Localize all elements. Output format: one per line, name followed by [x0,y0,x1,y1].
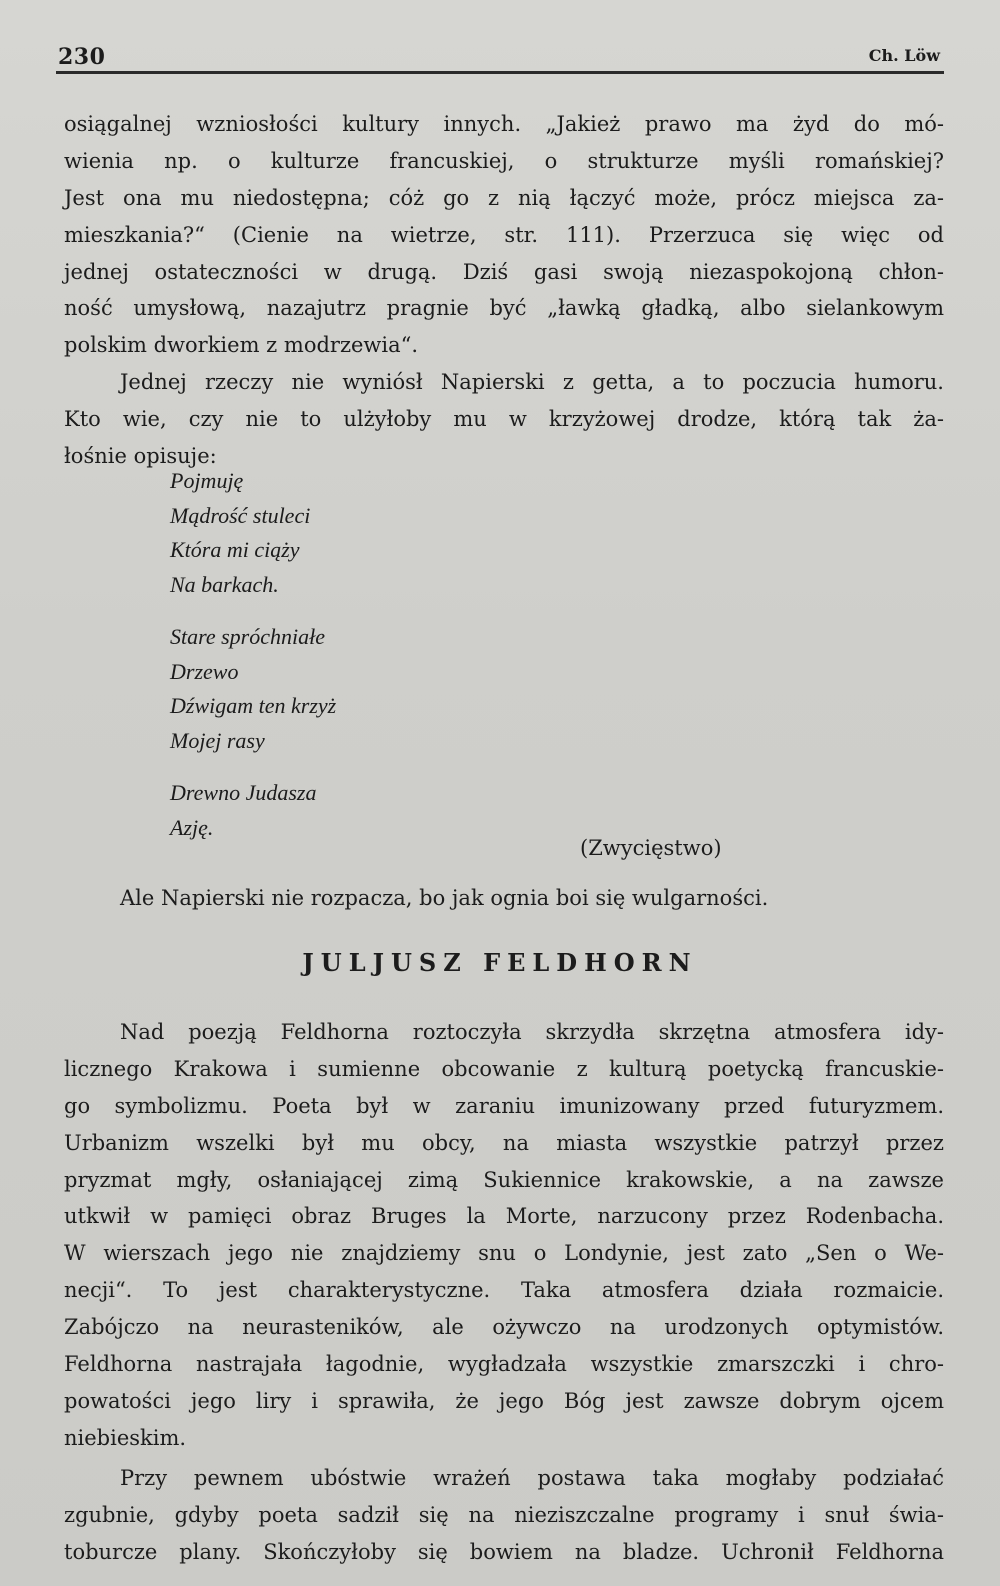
stanza-gap [170,758,470,776]
running-head: Ch. Löw [868,46,940,65]
poem-verse: Pojmuję [170,468,244,493]
text-line: go symbolizmu. Poeta był w zaraniu imunizowany przed futuryzmem. [64,1093,944,1118]
text-line: Nad poezją Feldhorna roztoczyła skrzydła skrzętna atmosfera idy- [120,1020,944,1044]
text-line: polskim dworkiem z modrzewia“. [64,333,419,358]
paragraph-5 [64,1460,944,1571]
poem-verse: Na barkach. [170,571,279,597]
header-rule [56,71,944,74]
paragraph-2 [64,364,944,475]
text-line: zgubnie, gdyby poeta sadził się na nieziszczalne programy i snuł świa- [64,1502,944,1527]
text-line: Jest ona mu niedostępna; cóż go z nią łączyć może, prócz miejsca za- [64,185,944,210]
text-line: jednej ostateczności w drugą. Dziś gasi swoją niezaspokojoną chłon- [64,259,944,284]
text-line: Jednej rzeczy nie wyniósł Napierski z getta, a to poczucia humoru. [120,370,944,394]
text-line: łośnie opisuje: [64,443,217,468]
poem-verse: Mojej rasy [170,727,265,753]
page-number: 230 [58,44,106,70]
poem-verse: Dźwigam ten krzyż [170,693,337,718]
text-line: ność umysłową, nazajutrz pragnie być „ławką gładką, albo sielankowym [64,296,944,321]
text-line: toburcze plany. Skończyłoby się bowiem na bladze. Uchronił Feldhorna [64,1539,944,1564]
text-line: wienia np. o kulturze francuskiej, o strukturze myśli romańskiej? [64,148,944,173]
paragraph-3 [64,880,944,917]
text-line: pryzmat mgły, osłaniającej zimą Sukiennice krakowskie, a na zawsze [64,1167,944,1192]
stanza-gap [170,602,470,620]
text-line: licznego Krakowa i sumienne obcowanie z kulturą poetycką francuskie- [64,1056,944,1081]
poem-verse: Drewno Judasza [170,780,317,805]
text-line: osiągalnej wzniosłości kultury innych. „Jakież prawo ma żyd do mó- [64,112,944,136]
text-line: necji“. To jest charakterystyczne. Taka atmosfera działa rozmaicie. [64,1278,944,1303]
page-header [58,38,940,72]
poem [170,464,470,845]
text-line: mieszkania?“ (Cienie na wietrze, str. 111). Przerzuca się więc od [64,222,944,247]
text-line: utkwił w pamięci obraz Bruges la Morte, narzucony przez Rodenbacha. [64,1204,944,1229]
paragraph-4 [64,1014,944,1457]
poem-verse: Mądrość stuleci [170,502,311,528]
text-line: W wierszach jego nie znajdziemy snu o Londynie, jest zato „Sen o We- [64,1241,944,1266]
section-heading: JULJUSZ FELDHORN [302,948,698,977]
poem-verse: Która mi ciąży [170,537,300,562]
text-line: Urbanizm wszelki był mu obcy, na miasta wszystkie patrzył przez [64,1130,944,1155]
poem-verse: Stare spróchniałe [170,624,325,649]
paragraph-1 [64,106,944,364]
poem-source: (Zwycięstwo) [580,836,722,860]
text-line: Przy pewnem ubóstwie wrażeń postawa taka mogłaby podziałać [120,1466,944,1490]
text-line: niebieskim. [64,1425,187,1450]
text-line: Kto wie, czy nie to ulżyłoby mu w krzyżowej drodze, którą tak ża- [64,406,944,431]
poem-verse: Azję. [170,814,214,840]
text-line: Zabójczo na neurasteników, ale ożywczo na urodzonych optymistów. [64,1315,944,1340]
text-line: Feldhorna nastrajała łagodnie, wygładzała wszystkie zmarszczki i chro- [64,1352,944,1377]
text-line: Ale Napierski nie rozpacza, bo jak ognia boi się wulgarności. [120,886,769,910]
poem-verse: Drzewo [170,658,239,684]
text-line: powatości jego liry i sprawiła, że jego Bóg jest zawsze dobrym ojcem [64,1388,944,1413]
